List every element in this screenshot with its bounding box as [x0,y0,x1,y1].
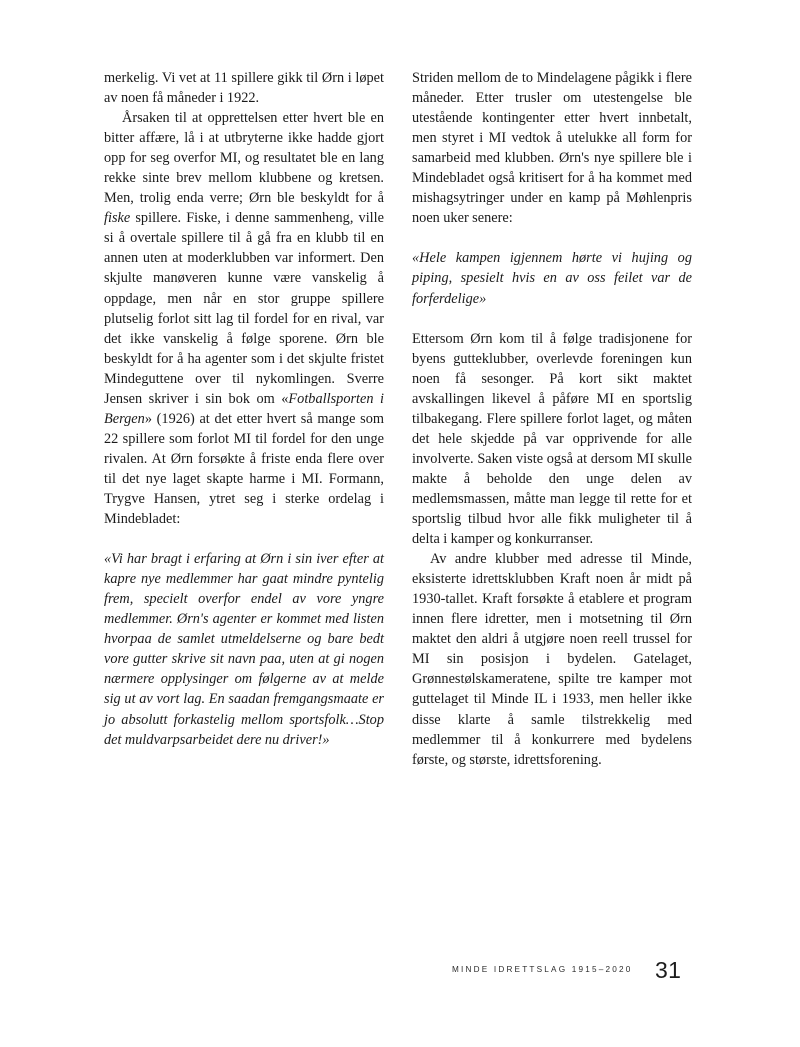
italic-book-title-fotballsporten: Fotballsporten i Bergen [104,390,385,427]
running-head: MINDE IDRETTSLAG 1915–2020 [452,965,633,974]
paragraph-arsaken [104,108,384,529]
spacer-before-blockquote-hujing [412,228,692,248]
paragraph-striden: Striden mellom de to Mindelagene pågikk i flere måneder. Etter trusler om utestengelse ble utestående kontingenter etter hvert innbetalt, men styret i MI vedtok å utelukke all form for samarbeid med klubben. Ørn's nye spillere ble i Mindebladet også kritisert for å ha kommet med mishagsytringer under en kamp på Møhlenpris noen uker senere: [412,70,692,227]
left-column [104,68,384,750]
page-number: 31 [655,957,682,983]
spacer-before-blockquote [104,529,384,549]
paragraph-avandre: Av andre klubber med adresse til Minde, eksisterte idrettsklubben Kraft noen år midt på 1930-tallet. Kraft forsøkte å etablere et program innen flere idretter, men i motsetning til Ørn maktet den aldri å utgjøre noen reell trussel for MI sin posisjon i bydelen. Gatelaget, Grønnestølskameratene, spilte tre kamper mot guttelaget til Minde IL i 1933, men heller ikke disse klarte å samle tilstrekkelig med medlemmer til å konkurrere med bydelens første, og største, idrettsforening. [412,551,692,768]
paragraph-ettersom: Ettersom Ørn kom til å følge tradisjonene for byens gutteklubber, overlevde foreningen kun noen få sesonger. På kort sikt maktet avskallingen likevel å påføre MI en sportslig tilbakegang. Flere spillere forlot laget, og måten det hele skjedde på var opprivende for alle involverte. Saken viste også at dersom MI skulle makte å beholde den unge delen av medlemsmassen, måtte man legge til rette for et sportslig tilbud hvor alle fikk muligheter til å delta i kamper og konkurranser. [412,330,692,548]
right-column [412,68,692,770]
blockquote-hujing: «Hele kampen igjennem hørte vi hujing og piping, spesielt hvis en av oss feilet var de forferdelige» [412,250,692,307]
text-body [104,68,690,770]
paragraph-arsaken-text-a: Årsaken til at opprettelsen etter hvert ble en bitter affære, lå i at utbryterne ikke hadde gjort opp for seg overfor MI, og resultatet ble en lang rekke sinte brev mellom klubbene og kretsen. Men, trolig enda verre; Ørn ble beskyldt for å [104,110,384,207]
spacer-after-blockquote-hujing [412,309,692,329]
page-footer [104,957,690,1047]
paragraph-arsaken-text-b: spillere. Fiske, i denne sammenheng, ville si å overtale spillere til å gå fra en klubb til en annen uten at moderklubben var informert. Den skjulte manøveren kunne være vanskelig å oppdage, men når en stor gruppe spillere plutselig forlot sitt lag til fordel for en rival, var det ikke vanskelig å følge sporene. Ørn ble beskyldt for å ha agenter som i det skjulte fristet Mindeguttene over til nykomlingen. Sverre Jensen skriver i sin bok om « [104,210,384,407]
blockquote-mindebladet: «Vi har bragt i erfaring at Ørn i sin iver efter at kapre nye medlemmer har gaat mindre pyntelig frem, specielt overfor endel av vore yngre medlemmer. Ørn's agenter er kommet med listen hvorpaa de samlet utmeldelserne og bare bedt vore gutter skrive sit navn paa, uten at gi nogen nærmere opplysinger om følgerne av at melde sig ut av vort lag. En saadan fremgangsmaate er jo absolutt forkastelig mellom sportsfolk…Stop det muldvarpsarbeidet dere nu driver!» [104,551,384,748]
italic-term-fiske: fiske [104,210,131,227]
paragraph-continuation: merkelig. Vi vet at 11 spillere gikk til Ørn i løpet av noen få måneder i 1922. [104,70,384,107]
paragraph-arsaken-text-c: » (1926) at det etter hvert så mange som 22 spillere som forlot MI til fordel for den unge rivalen. At Ørn forsøkte å friste enda flere over til det nye laget skapte harme i MI. Formann, Trygve Hansen, ytret seg i sterke ordelag i Mindebladet: [104,410,384,528]
